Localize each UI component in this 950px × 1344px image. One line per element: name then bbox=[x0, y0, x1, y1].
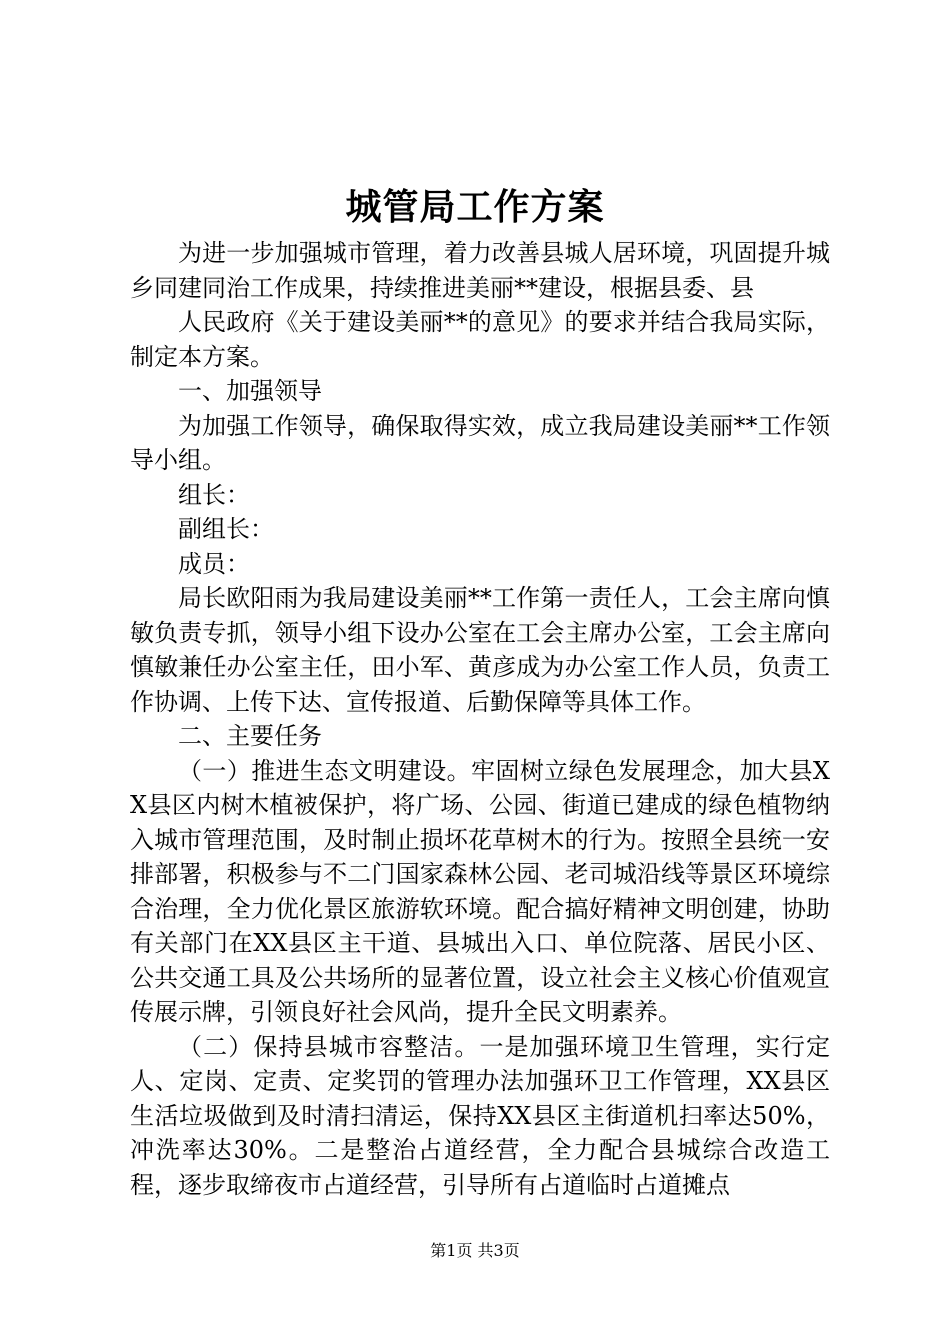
paragraph-leadership-group: 为加强工作领导，确保取得实效，成立我局建设美丽**工作领导小组。 bbox=[130, 411, 830, 474]
paragraph-task-city-appearance: （二）保持县城市容整洁。一是加强环境卫生管理，实行定人、定岗、定责、定奖罚的管理办法加强环卫工作管理，XX县区生活垃圾做到及时清扫清运，保持XX县区主街道机扫率达50%，冲洗率达30%。二是整治占道经营，全力配合县城综合改造工程，逐步取缔夜市占道经营，引导所有占道临时占道摊点 bbox=[130, 1032, 830, 1199]
section-heading-leadership: 一、加强领导 bbox=[178, 377, 322, 405]
paragraph-members: 成员： bbox=[178, 549, 250, 578]
paragraph-responsibility: 局长欧阳雨为我局建设美丽**工作第一责任人，工会主席向慎敏负责专抓，领导小组下设办公室在工会主席办公室，工会主席向慎敏兼任办公室主任，田小军、黄彦成为办公室工作人员，负责工作协调、上传下达、宣传报道、后勤保障等具体工作。 bbox=[130, 584, 830, 716]
document-title: 城管局工作方案 bbox=[345, 186, 605, 228]
paragraph-group-leader: 组长： bbox=[178, 480, 250, 509]
section-heading-main-tasks: 二、主要任务 bbox=[178, 722, 322, 750]
paragraph-deputy-leader: 副组长： bbox=[178, 515, 274, 543]
paragraph-task-ecology: （一）推进生态文明建设。牢固树立绿色发展理念，加大县XX县区内树木植被保护，将广场、公园、街道已建成的绿色植物纳入城市管理范围，及时制止损坏花草树木的行为。按照全县统一安排部署，积极参与不二门国家森林公园、老司城沿线等景区环境综合治理，全力优化景区旅游软环境。配合搞好精神文明创建，协助有关部门在XX县区主干道、县城出入口、单位院落、居民小区、公共交通工具及公共场所的显著位置，设立社会主义核心价值观宣传展示牌，引领良好社会风尚，提升全民文明素养。 bbox=[130, 756, 830, 1026]
paragraph-intro: 为进一步加强城市管理，着力改善县城人居环境，巩固提升城乡同建同治工作成果，持续推进美丽**建设，根据县委、县 bbox=[130, 239, 830, 302]
document-body bbox=[130, 236, 830, 1202]
page-footer: 第1页 共3页 bbox=[430, 1241, 520, 1260]
paragraph-intro-continued: 人民政府《关于建设美丽**的意见》的要求并结合我局实际，制定本方案。 bbox=[130, 308, 830, 371]
